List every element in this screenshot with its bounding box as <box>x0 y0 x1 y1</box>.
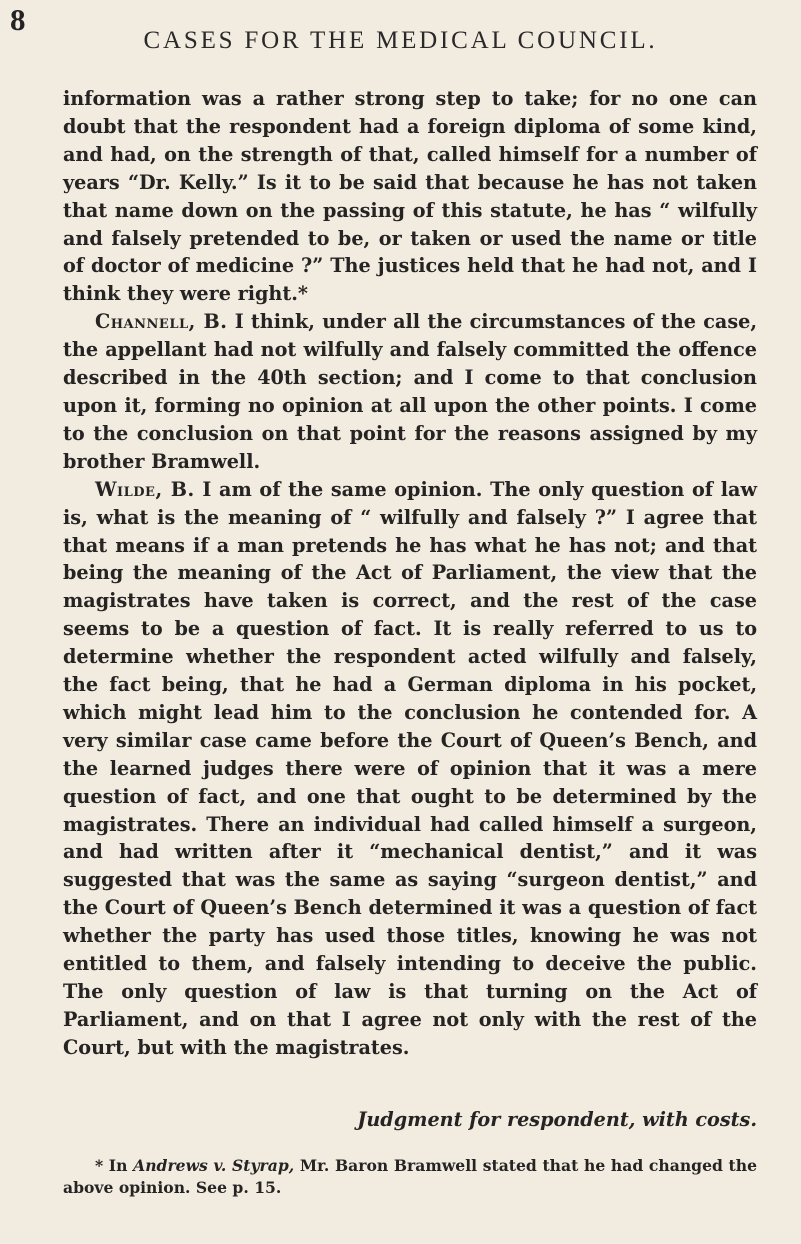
footnote-text: Mr. Baron Bramwell stated that he had changed the above opinion. See p. 15. <box>63 1156 758 1197</box>
footnote-marker: * In <box>95 1156 128 1175</box>
footnote <box>63 1155 757 1199</box>
paragraph-text: I am of the same opinion. The only question of law is, what is the meaning of “ wilfully and falsely ?” I agree that that means if a man pretends he has what he has not; and that being the meaning of the Act of Parliament, the view that the magistrates have taken is correct, and the rest of the case seems to be a question of fact. It is really referred to us to determine whether the respondent acted wilfully and falsely, the fact being, that he had a German diploma in his pocket, which might lead him to the conclusion he contended for. A very similar case came before the Court of Queen’s Bench, and the learned judges there were of opinion that it was a mere question of fact, and one that ought to be determined by the magistrates. There an individual had called himself a surgeon, and had written after it “mechanical dentist,” and it was suggested that was the same as saying “surgeon dentist,” and the Court of Queen’s Bench determined it was a question of fact whether the party has used those titles, knowing he was not entitled to them, and falsely intending to deceive the public. The only question of law is that turning on the Act of Parliament, and on that I agree not only with the rest of the Court, but with the magistrates. <box>63 477 757 1059</box>
paragraph-continuation: information was a rather strong step to take; for no one can doubt that the respondent had a foreign diploma of some kind, and had, on the strength of that, called himself for a number of years “Dr. Kelly.” Is it to be said that because he has not taken that name down on the passing of this statute, he has “ wilfully and falsely pretended to be, or taken or used the name or title of doctor of medicine ?” The justices held that he had not, and I think they were right.* <box>63 87 757 306</box>
paragraph-channell <box>63 308 757 475</box>
speaker-name: Channell, B. <box>95 310 228 334</box>
page-number: 8 <box>10 2 26 37</box>
judgment-line: Judgment for respondent, with costs. <box>357 1108 757 1131</box>
paragraph-wilde <box>63 476 757 1062</box>
body-text <box>63 85 757 1062</box>
paragraph-text: I think, under all the circumstances of the case, the appellant had not wilfully and falsely committed the offence described in the 40th section; and I come to that conclusion upon it, forming no opinion at all upon the other points. I come to the conclusion on that point for the reasons assigned by my brother Bramwell. <box>63 310 758 473</box>
footnote-case-name: Andrews v. Styrap, <box>133 1156 295 1175</box>
speaker-name: Wilde, B. <box>95 477 195 501</box>
running-head: CASES FOR THE MEDICAL COUNCIL. <box>143 27 658 54</box>
